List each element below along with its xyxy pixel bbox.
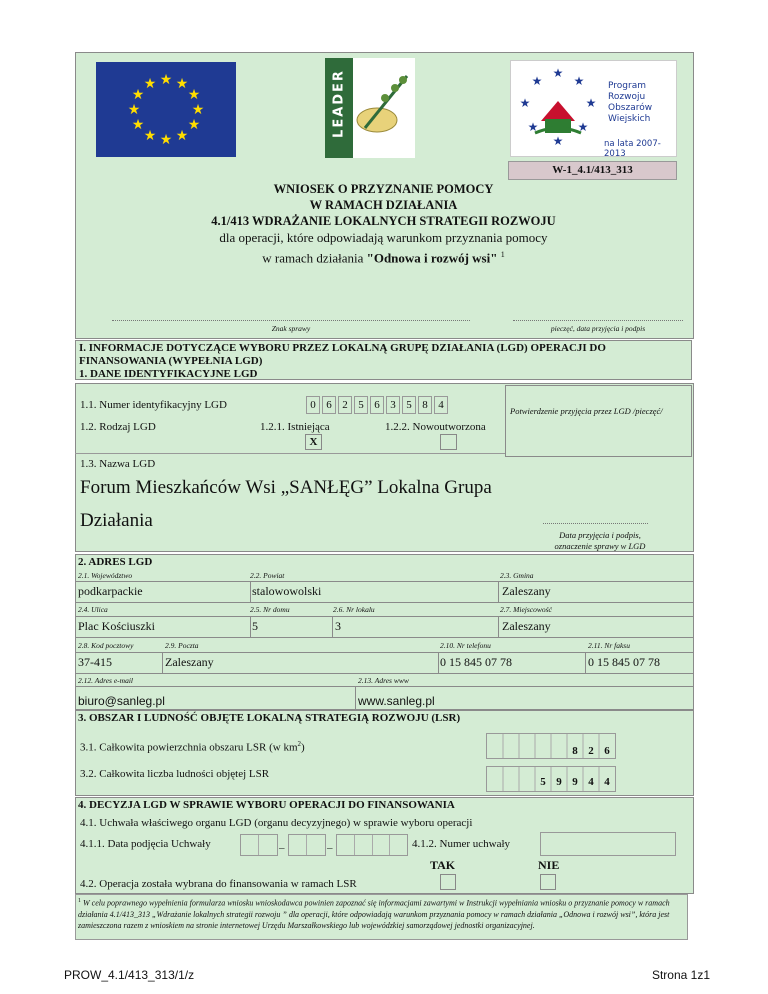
- miejscowosc-value: Zaleszany: [502, 619, 551, 633]
- svg-text:★: ★: [577, 120, 589, 134]
- form-subtitle1: dla operacji, które odpowiadają warunkom przyznania pomocy: [219, 230, 548, 245]
- wojewodztwo-value: podkarpackie: [78, 584, 143, 598]
- section2-title: 2. ADRES LGD: [78, 556, 153, 568]
- prow-line4: Wiejskich: [608, 114, 651, 124]
- area-cells: [486, 733, 616, 759]
- data-przyjecia-line2: oznaczenie sprawy w LGD: [554, 541, 646, 551]
- ulica-label: 2.4. Ulica: [78, 605, 108, 614]
- prow-line1: Program: [608, 81, 646, 91]
- area-label-text: 3.1. Całkowita powierzchnia obszaru LSR (w km: [80, 741, 298, 754]
- powiat-value: stalowowolski: [252, 584, 322, 598]
- footer-right: Strona 1z1: [651, 968, 710, 982]
- nazwa-lgd-value: [80, 471, 500, 537]
- powiat-label: 2.2. Powiat: [250, 571, 285, 580]
- footnote-text: W celu poprawnego wypełnienia formularza wniosku wnioskodawca powinien zapoznać się informacjami zawartymi w Instrukcji wypełniania wniosku o przyznanie pomocy w ramach działania 4.1/413_313 „Wdrażanie lokalnych strategii rozwoju ” dla operacji, które odpowiadają warunkom przyznania pomocy w ramach działania „Odnowa i rozwój wsi”, która jest zamieszczona razem z wnioskiem na stronie internetowej Urzędu Marszałkowskiego lub wojewódzkiej samorządowej jednostki organizacyjnej.: [78, 898, 670, 930]
- nazwa-line2: Działania: [80, 510, 153, 531]
- footnote-sup: 1: [78, 898, 81, 904]
- gmina-value: Zaleszany: [502, 584, 551, 598]
- section1-title: I. INFORMACJE DOTYCZĄCE WYBORU PRZEZ LOKALNĄ GRUPĘ DZIAŁANIA (LGD) OPERACJI DO FINANSOWANIA (WYPEŁNIA LGD): [79, 342, 606, 367]
- pop-digit: 5: [540, 776, 546, 788]
- tak-label: TAK: [430, 858, 456, 872]
- svg-text:★: ★: [187, 87, 201, 103]
- rodzaj-label: 1.2. Rodzaj LGD: [80, 421, 156, 433]
- email-value: biuro@sanleg.pl: [78, 694, 165, 708]
- miejscowosc-label: 2.7. Miejscowość: [500, 605, 552, 614]
- data-przyjecia-line1: Data przyjęcia i podpis,: [559, 530, 641, 540]
- nazwa-label: 1.3. Nazwa LGD: [80, 458, 156, 470]
- id-digit: 3: [386, 396, 400, 414]
- svg-text:★: ★: [143, 76, 157, 92]
- form-code: W-1_4.1/413_313: [508, 161, 677, 180]
- footer-left: PROW_4.1/413_313/1/z: [64, 968, 195, 982]
- nr-domu-value: 5: [252, 619, 258, 633]
- section3-title: 3. OBSZAR I LUDNOŚĆ OBJĘTE LOKALNĄ STRATEGIĄ ROZWOJU (LSR): [78, 712, 461, 724]
- id-digit: 8: [418, 396, 432, 414]
- section4-title: 4. DECYZJA LGD W SPRAWIE WYBORU OPERACJI DO FINANSOWANIA: [78, 799, 455, 811]
- gmina-label: 2.3. Gmina: [500, 571, 534, 580]
- area-label-close: ): [301, 741, 305, 754]
- date-dash-1: –: [279, 842, 285, 854]
- section1-subtitle: 1. DANE IDENTYFIKACYJNE LGD: [79, 368, 258, 380]
- pop-digit: 4: [588, 776, 594, 788]
- pop-cells: [486, 766, 616, 792]
- nowoutworzona-label: 1.2.2. Nowoutworzona: [385, 421, 486, 433]
- telefon-label: 2.10. Nr telefonu: [440, 641, 491, 650]
- svg-text:★: ★: [159, 132, 173, 148]
- data-uchwaly-day[interactable]: [240, 834, 278, 856]
- id-label: 1.1. Numer identyfikacyjny LGD: [80, 399, 227, 411]
- data-uchwaly-label: 4.1.1. Data podjęcia Uchwały: [80, 838, 211, 850]
- www-label: 2.13. Adres www: [358, 676, 409, 685]
- prow-line3: Obszarów: [608, 103, 653, 113]
- prow-line2: Rozwoju: [608, 92, 646, 102]
- nr-lokalu-value: 3: [335, 619, 341, 633]
- svg-text:★: ★: [187, 117, 201, 133]
- id-digit: 5: [354, 396, 368, 414]
- svg-text:★: ★: [127, 102, 141, 118]
- eu-flag-logo: [96, 62, 236, 157]
- wybrana-label: 4.2. Operacja została wybrana do finansowania w ramach LSR: [80, 878, 357, 890]
- nazwa-line1: Forum Mieszkańców Wsi „SANŁĘG” Lokalna Grupa: [80, 477, 492, 498]
- data-uchwaly-year[interactable]: [336, 834, 408, 856]
- tak-checkbox[interactable]: [440, 874, 456, 890]
- ulica-value: Plac Kościuszki: [78, 619, 155, 633]
- wojewodztwo-label: 2.1. Województwo: [78, 571, 133, 580]
- section1-header: [75, 340, 692, 380]
- svg-text:★: ★: [143, 128, 157, 144]
- poczta-value: Zaleszany: [165, 655, 214, 669]
- subtitle2-bold: "Odnowa i rozwój wsi": [366, 250, 498, 266]
- pop-label: 3.2. Całkowita liczba ludności objętej LSR: [80, 768, 270, 780]
- kod-label: 2.8. Kod pocztowy: [78, 641, 134, 650]
- potwierdzenie-label: Potwierdzenie przyjęcia przez LGD /pieczęć/: [510, 406, 663, 416]
- prow-logo: [510, 60, 677, 157]
- id-digit: 4: [434, 396, 448, 414]
- svg-text:★: ★: [552, 134, 564, 148]
- faks-label: 2.11. Nr faksu: [588, 641, 630, 650]
- znak-sprawy-line: [112, 320, 470, 321]
- faks-value: 0 15 845 07 78: [588, 655, 660, 669]
- nie-checkbox[interactable]: [540, 874, 556, 890]
- email-label: 2.12. Adres e-mail: [78, 676, 133, 685]
- www-value: www.sanleg.pl: [358, 694, 435, 708]
- nr-domu-field[interactable]: [250, 616, 334, 638]
- uchwala-label: 4.1. Uchwała właściwego organu LGD (organu decyzyjnego) w sprawie wyboru operacji: [80, 817, 473, 829]
- numer-uchwaly-field[interactable]: [540, 832, 676, 856]
- id-digit: 0: [306, 396, 320, 414]
- leader-logo: [325, 58, 415, 158]
- id-digit: 6: [322, 396, 336, 414]
- pop-digit: 9: [572, 776, 578, 788]
- subtitle2-prefix: w ramach działania: [262, 250, 367, 266]
- poczta-label: 2.9. Poczta: [165, 641, 199, 650]
- svg-text:★: ★: [175, 76, 189, 92]
- form-title: [75, 181, 692, 229]
- nr-lokalu-field[interactable]: [332, 616, 500, 638]
- date-dash-2: –: [327, 842, 333, 854]
- id-digit: 2: [338, 396, 352, 414]
- svg-text:★: ★: [552, 66, 564, 80]
- znak-sprawy-label: Znak sprawy: [271, 324, 311, 333]
- svg-text:★: ★: [527, 120, 539, 134]
- potwierdzenie-box: [505, 385, 692, 457]
- svg-text:★: ★: [131, 117, 145, 133]
- title-line3: 4.1/413 WDRAŻANIE LOKALNYCH STRATEGII ROZWOJU: [211, 214, 556, 228]
- subtitle2-sup: 1: [500, 250, 505, 259]
- istniejaca-checkbox[interactable]: X: [305, 434, 322, 450]
- svg-text:★: ★: [573, 74, 585, 88]
- divider-1-3: [75, 453, 505, 454]
- pop-digit: 9: [556, 776, 562, 788]
- numer-uchwaly-label: 4.1.2. Numer uchwały: [412, 838, 511, 850]
- telefon-value: 0 15 845 07 78: [440, 655, 512, 669]
- svg-text:★: ★: [191, 102, 205, 118]
- pieczec-label: pieczęć, data przyjęcia i podpis: [550, 324, 646, 333]
- pieczec-line: [513, 320, 683, 321]
- data-przyjecia-label: [525, 530, 675, 552]
- svg-text:★: ★: [531, 74, 543, 88]
- leader-text: LEADER: [331, 69, 347, 138]
- nie-label: NIE: [538, 858, 560, 872]
- nowoutworzona-checkbox[interactable]: [440, 434, 457, 450]
- id-number-cells: [306, 396, 456, 414]
- area-label-sup: 2: [297, 740, 302, 748]
- area-label: [80, 740, 305, 754]
- area-digit: 2: [588, 745, 594, 757]
- data-uchwaly-month[interactable]: [288, 834, 326, 856]
- pop-digit: 4: [604, 776, 610, 788]
- id-digit: 5: [402, 396, 416, 414]
- istniejaca-label: 1.2.1. Istniejąca: [260, 421, 330, 433]
- prow-line5: na lata 2007-2013: [604, 139, 661, 159]
- svg-text:★: ★: [159, 72, 173, 88]
- svg-text:★: ★: [519, 96, 531, 110]
- data-przyjecia-line: [543, 523, 648, 524]
- svg-text:★: ★: [175, 128, 189, 144]
- nr-domu-label: 2.5. Nr domu: [250, 605, 290, 614]
- area-digit: 6: [604, 745, 610, 757]
- kod-value: 37-415: [78, 655, 112, 669]
- title-line2: W RAMACH DZIAŁANIA: [309, 198, 458, 212]
- id-digit: 6: [370, 396, 384, 414]
- svg-text:★: ★: [131, 87, 145, 103]
- form-subtitle2: [75, 250, 692, 266]
- footnote: [75, 894, 688, 940]
- nr-lokalu-label: 2.6. Nr lokalu: [333, 605, 375, 614]
- svg-text:★: ★: [585, 96, 597, 110]
- area-digit: 8: [572, 745, 578, 757]
- title-line1: WNIOSEK O PRZYZNANIE POMOCY: [273, 182, 494, 196]
